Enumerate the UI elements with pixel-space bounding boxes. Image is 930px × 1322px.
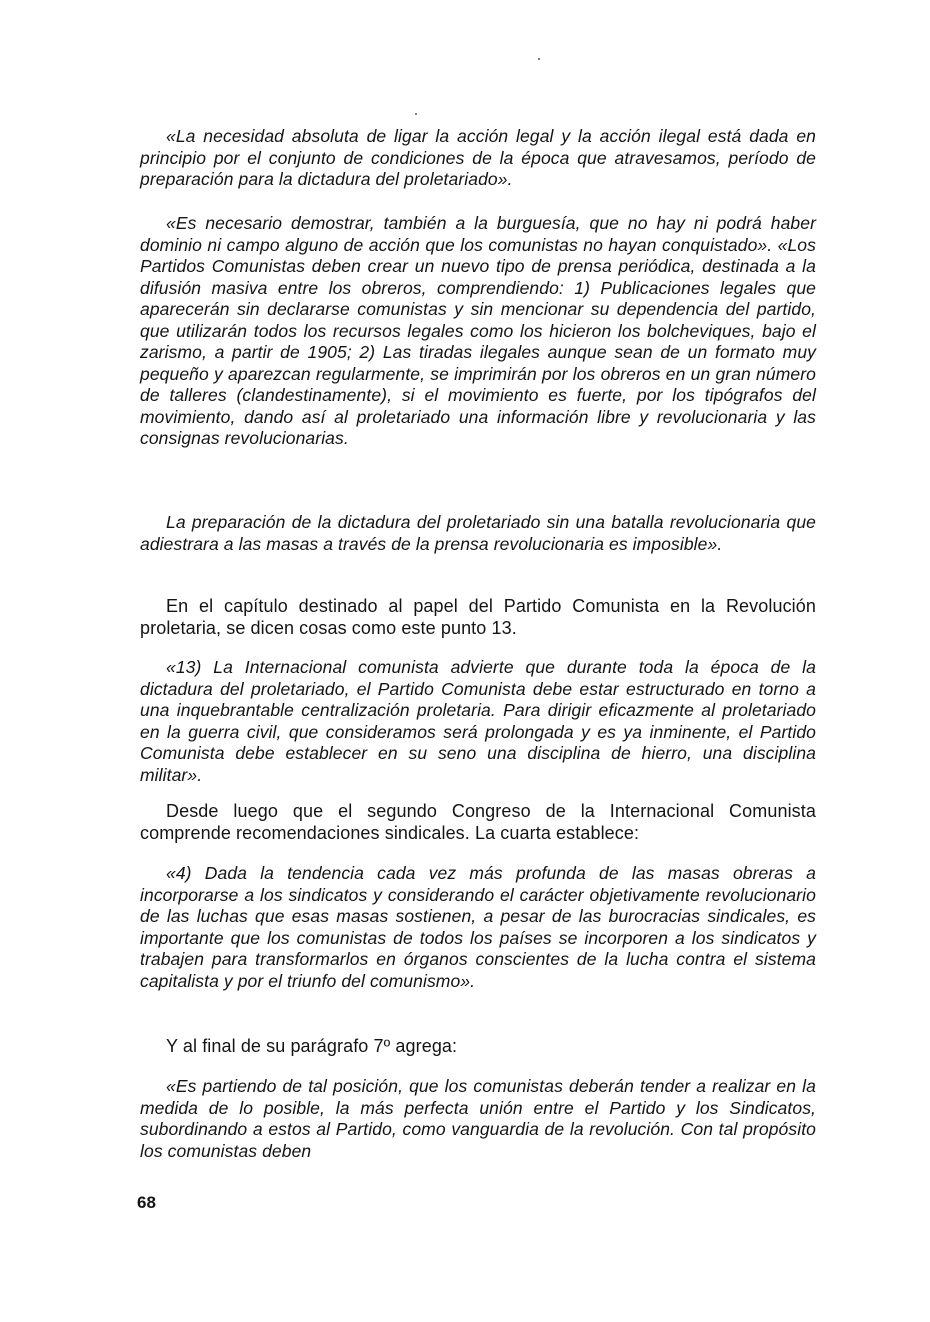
paragraph-body-1: En el capítulo destinado al papel del Partido Comunista en la Revolución proletaria, se dicen cosas como este punto 13. (140, 596, 816, 638)
paragraph-body-3: Y al final de su parágrafo 7º agrega: (166, 1036, 458, 1056)
paragraph-quote-3: La preparación de la dictadura del proletariado sin una batalla revolucionaria que adiestrara a las masas a través de la prensa revolucionaria es imposible». (140, 512, 816, 554)
paragraph-quote-5: «4) Dada la tendencia cada vez más profunda de las masas obreras a incorporarse a los sindicatos y considerando el carácter objetivamente revolucionario de las luchas que esas masas sostienen, a pesar de las burocracias sindicales, es importante que los comunistas de todos los países se incorporen a los sindicatos y trabajen para transformarlos en órganos conscientes de la lucha contra el sistema capitalista y por el triunfo del comunismo». (140, 863, 816, 991)
scan-speck (415, 113, 417, 115)
paragraph-quote-1: «La necesidad absoluta de ligar la acción legal y la acción ilegal está dada en principio por el conjunto de condiciones de la época que atravesamos, período de preparación para la dictadura del proletariado». (140, 126, 816, 189)
page-number: 68 (137, 1193, 156, 1212)
paragraph-quote-2: «Es necesario demostrar, también a la burguesía, que no hay ni podrá haber dominio ni campo alguno de acción que los comunistas no hayan conquistado». «Los Partidos Comunistas deben crear un nuevo tipo de prensa periódica, destinada a la difusión masiva entre los obreros, comprendiendo: 1) Publicaciones legales que aparecerán sin declararse comunistas y sin mencionar su dependencia del partido, que utilizarán todos los recursos legales como los hicieron los bolcheviques, bajo el zarismo, a partir de 1905; 2) Las tiradas ilegales aunque sean de un formato muy pequeño y aparezcan regularmente, se imprimirán por los obreros en un gran número de talleres (clandestinamente), si el movimiento es fuerte, por los tipógrafos del movimiento, dando así al proletariado una información libre y revolucionaria y las consignas revolucionarias. (140, 213, 816, 448)
scan-speck (538, 58, 540, 60)
paragraph-quote-6: «Es partiendo de tal posición, que los comunistas deberán tender a realizar en la medida de lo posible, la más perfecta unión entre el Partido y los Sindicatos, subordinando a estos al Partido, como vanguardia de la revolución. Con tal propósito los comunistas deben (140, 1076, 816, 1161)
paragraph-quote-4: «13) La Internacional comunista advierte que durante toda la época de la dictadura del proletariado, el Partido Comunista debe estar estructurado en torno a una inquebrantable centralización proletaria. Para dirigir eficazmente al proletariado en la guerra civil, que consideramos será prolongada y es ya inminente, el Partido Comunista debe establecer en su seno una disciplina de hierro, una disciplina militar». (140, 657, 816, 785)
paragraph-body-2: Desde luego que el segundo Congreso de la Internacional Comunista comprende recomendaciones sindicales. La cuarta establece: (140, 801, 816, 843)
